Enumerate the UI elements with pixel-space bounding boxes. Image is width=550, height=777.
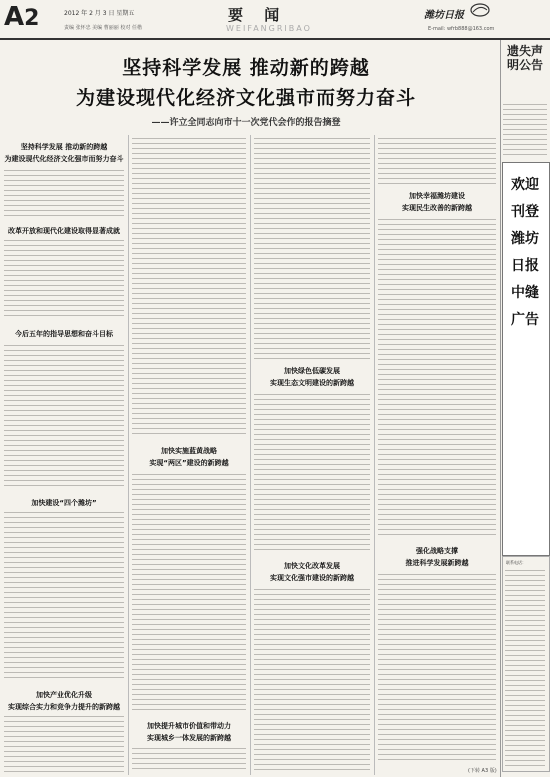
body-text [378,574,496,764]
subhead: 改革开放和现代化建设取得显著成就 [8,227,120,235]
subhead: 实现综合实力和竞争力提升的新跨越 [8,703,120,711]
ad-text: 欢迎刊登潍坊日报中缝广告 [511,177,539,328]
subhead: 加快建设“四个潍坊” [31,499,97,507]
subhead: 加快绿色低碳发展 [284,367,340,375]
page-header [0,0,550,40]
subhead: 今后五年的指导思想和奋斗目标 [15,330,113,338]
main-subheadline: ——许立全同志向市十一次党代会作的报告摘登 [151,118,341,128]
body-text [132,474,246,714]
body-text [378,138,496,186]
main-headline-line2: 为建设现代化经济文化强市而努力奋斗 [75,87,416,109]
body-text [4,716,124,772]
body-text [132,138,246,438]
subhead: 加快提升城市价值和带动力 [147,722,231,730]
body-text [254,138,370,360]
subhead: 实现“两区”建设的新跨越 [149,459,229,467]
email-line: E-mail: wfrb888@163.com [428,26,495,32]
body-text [4,240,124,320]
body-text [378,219,496,539]
subhead: 加快实施蓝黄战略 [161,447,217,455]
column-rule [128,135,129,775]
subhead: 加快幸福潍坊建设 [409,192,465,200]
subhead: 为建设现代化经济文化强市而努力奋斗 [4,155,124,163]
subhead: 实现城乡一体发展的新跨越 [147,734,231,742]
lost-notice-title: 遗失声明公告 [506,44,543,72]
body-text [4,170,124,220]
issue-date: 2012 年 2 月 3 日 星期五 [64,10,135,17]
section-title: 要 闻 [228,6,288,24]
subhead: 实现生态文明建设的新跨越 [270,379,354,387]
subhead: 实现文化强市建设的新跨越 [270,574,354,582]
continued-note: (下转 A3 版) [468,768,497,774]
masthead: 潍坊日报 [424,10,464,21]
main-headline-line1: 坚持科学发展 推动新的跨越 [122,57,370,79]
subhead: 坚持科学发展 推动新的跨越 [20,143,108,151]
masthead-logo-icon [470,2,490,18]
lost-notice-text [503,104,547,158]
editors-line: 责编 张怀忠 美编 曹丽丽 校对 任楷 [64,25,142,31]
subhead: 强化战略支撑 [416,547,458,555]
subhead: 加快产业优化升级 [36,691,92,699]
subhead: 推进科学发展新跨越 [405,559,469,567]
subhead: 加快文化改革发展 [284,562,340,570]
body-text [4,512,124,682]
body-text [254,394,370,554]
body-text [4,345,124,490]
subhead: 实现民生改善的新跨越 [402,204,472,212]
column-rule [250,135,251,775]
contact-text [505,570,545,766]
page-number: A2 [4,2,40,32]
phone-label: 联系电话： [506,560,526,565]
column-rule [374,135,375,775]
body-text [254,589,370,772]
section-watermark: WEIFANGRIBAO [226,24,312,33]
body-text [132,748,246,772]
